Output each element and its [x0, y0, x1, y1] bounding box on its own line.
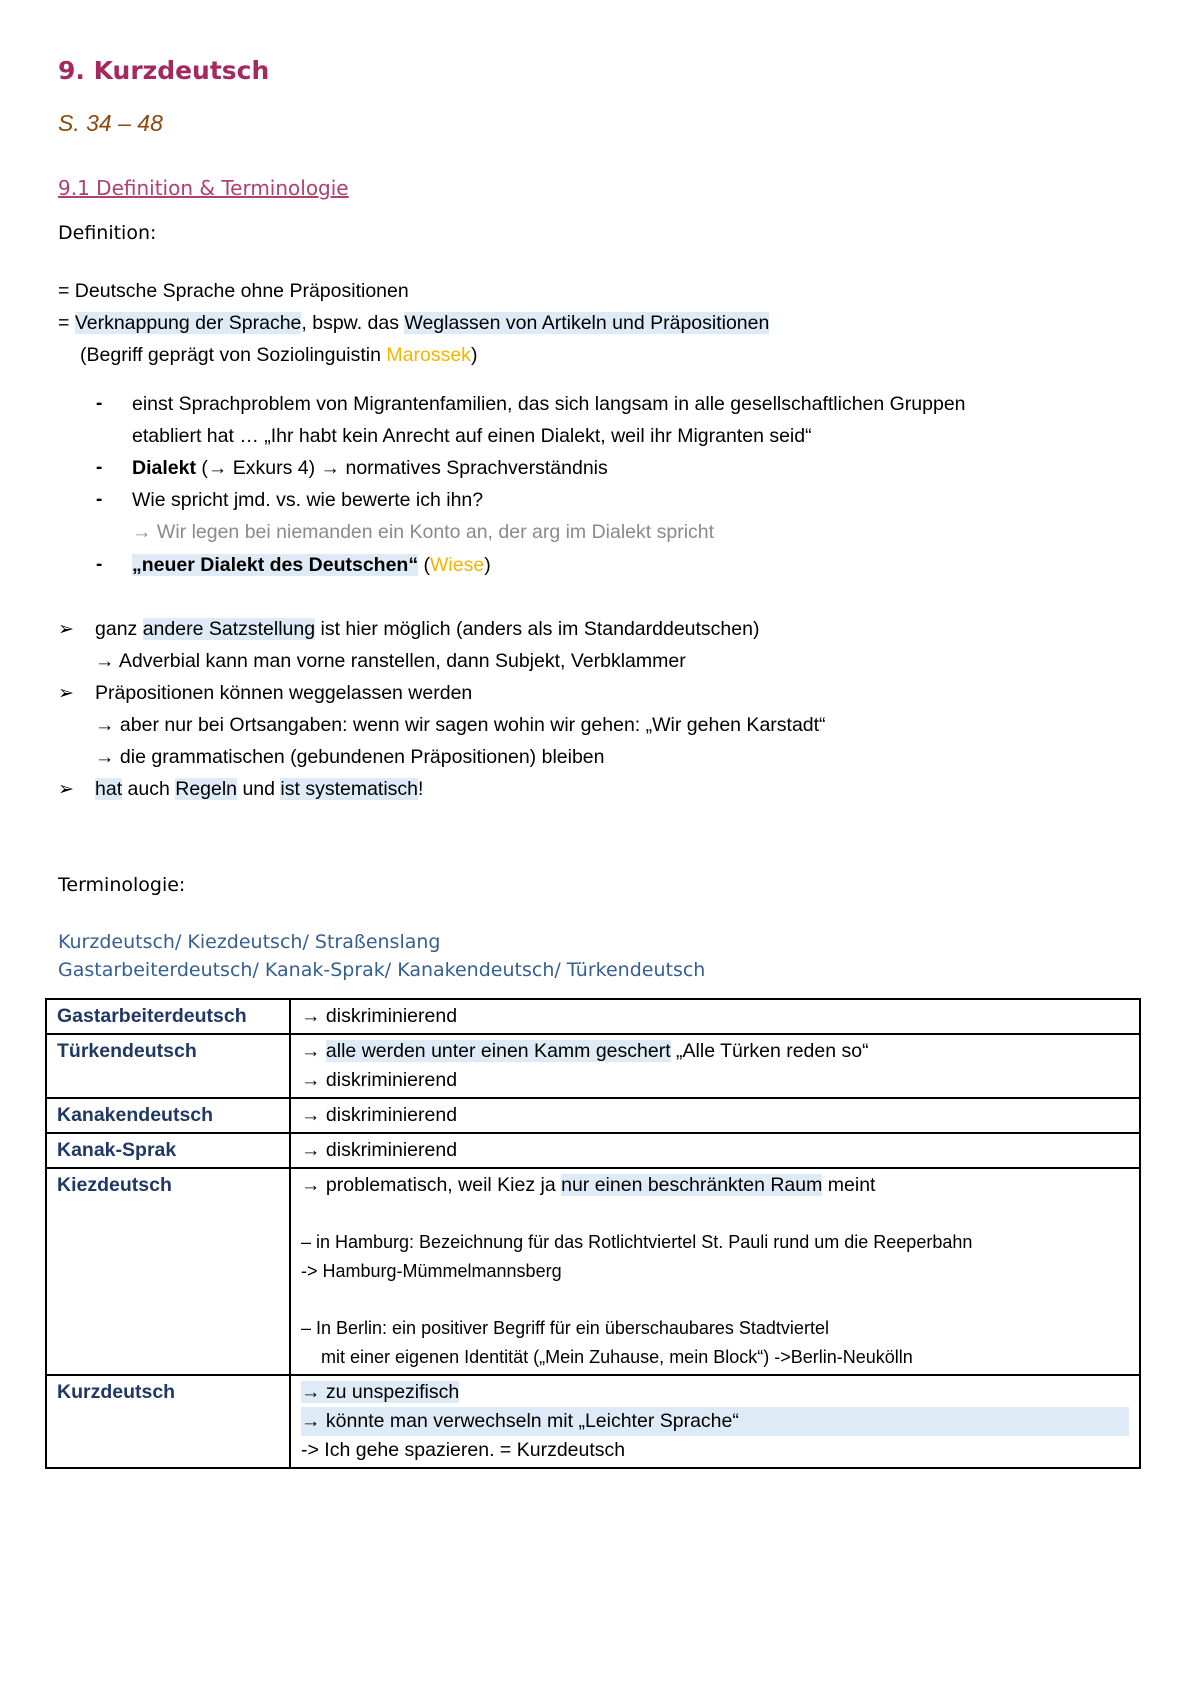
evaluation-cell: → diskriminierend — [290, 1098, 1140, 1133]
arrow-bullet-2: Präpositionen können weggelassen werden — [95, 682, 473, 704]
berlin-sub-line: mit einer eigenen Identität („Mein Zuhause, mein Block“) ->Berlin-Neukölln — [321, 1347, 913, 1367]
table-row — [46, 1034, 1140, 1098]
author-marossek: Marossek — [386, 344, 471, 366]
dialekt-term: Dialekt — [132, 457, 196, 479]
highlight-kamm: alle werden unter einen Kamm geschert — [325, 1040, 671, 1062]
author-wiese: Wiese — [430, 554, 485, 576]
arrow-bullet-3 — [95, 778, 423, 801]
arrow-bullet-icon: ➢ — [58, 619, 74, 640]
highlight-neuer-dialekt: „neuer Dialekt des Deutschen“ — [132, 554, 419, 576]
evaluation-cell — [290, 1168, 1140, 1375]
arrow-bullet-icon: ➢ — [58, 779, 74, 800]
term-cell: Türkendeutsch — [46, 1034, 290, 1098]
highlight-hat: hat — [95, 778, 123, 800]
definition-line-1: = Deutsche Sprache ohne Präpositionen — [58, 280, 409, 302]
dash-bullet-4: - — [96, 554, 103, 575]
bullet-2-rest: (→ Exkurs 4) → normatives Sprachverständnis — [195, 457, 608, 479]
arrow-bullet-2-sub-2: → die grammatischen (gebundenen Präpositionen) bleiben — [95, 746, 605, 768]
bullet-4-paren-open: ( — [418, 554, 431, 576]
definition-line-2 — [58, 312, 769, 335]
arrow-bullet-2-sub-1: → aber nur bei Ortsangaben: wenn wir sagen wohin wir gehen: „Wir gehen Karstadt“ — [95, 714, 826, 736]
example-line: -> Ich gehe spazieren. = Kurzdeutsch — [301, 1439, 626, 1461]
kiez-pre: → problematisch, weil Kiez ja — [301, 1174, 562, 1196]
highlight-systematisch: ist systematisch — [280, 778, 419, 800]
term-cell: Kanakendeutsch — [46, 1098, 290, 1133]
bullet-2 — [132, 457, 608, 480]
table-row — [46, 1098, 1140, 1133]
section-heading: 9.1 Definition & Terminologie — [58, 176, 349, 200]
terminology-line-2: Gastarbeiterdeutsch/ Kanak-Sprak/ Kanakendeutsch/ Türkendeutsch — [58, 959, 706, 981]
highlight-leichte-sprache: → könnte man verwechseln mit „Leichter Sprache“ — [301, 1407, 1129, 1436]
dash-bullet-3: - — [96, 489, 103, 510]
definition-label: Definition: — [58, 222, 157, 244]
terminology-table — [45, 998, 1141, 1469]
highlight-verknappung: Verknappung der Sprache — [74, 312, 302, 334]
quote-text: „Alle Türken reden so“ — [670, 1040, 869, 1062]
paren-close: ) — [470, 344, 478, 366]
bullet-1-line-1: einst Sprachproblem von Migrantenfamilien, das sich langsam in alle gesellschaftlichen Gruppen — [132, 393, 966, 415]
page-range: S. 34 – 48 — [58, 110, 163, 136]
highlight-satzstellung: andere Satzstellung — [142, 618, 316, 640]
terminology-label: Terminologie: — [58, 874, 186, 896]
highlight-regeln: Regeln — [175, 778, 238, 800]
def-prefix: = — [58, 312, 75, 334]
def-mid: , bspw. das — [301, 312, 405, 334]
table-row — [46, 999, 1140, 1034]
term-cell: Kurzdeutsch — [46, 1375, 290, 1468]
evaluation-cell: → diskriminierend — [290, 1133, 1140, 1168]
hamburg-line: – in Hamburg: Bezeichnung für das Rotlichtviertel St. Pauli rund um die Reeperbahn — [301, 1232, 973, 1252]
arrow-bullet-1 — [95, 618, 759, 641]
a1-pre: ganz — [95, 618, 143, 640]
highlight-weglassen: Weglassen von Artikeln und Präpositionen — [404, 312, 770, 334]
definition-line-3 — [80, 344, 477, 367]
table-row — [46, 1133, 1140, 1168]
arrow-bullet-icon: ➢ — [58, 683, 74, 704]
bullet-3-line-1: Wie spricht jmd. vs. wie bewerte ich ihn? — [132, 489, 484, 511]
evaluation-cell — [290, 1375, 1140, 1468]
hamburg-sub-line: -> Hamburg-Mümmelmannsberg — [301, 1261, 562, 1281]
a1-post: ist hier möglich (anders als im Standarddeutschen) — [315, 618, 760, 640]
term-cell: Kanak-Sprak — [46, 1133, 290, 1168]
table-row — [46, 1168, 1140, 1375]
table-row — [46, 1375, 1140, 1468]
a3-post: ! — [418, 778, 424, 800]
a3-mid: auch — [122, 778, 176, 800]
bullet-1-line-2: etabliert hat … „Ihr habt kein Anrecht auf einen Dialekt, weil ihr Migranten seid“ — [132, 425, 812, 447]
dash-bullet-1: - — [96, 393, 103, 414]
term-cell: Gastarbeiterdeutsch — [46, 999, 290, 1034]
a3-mid2: und — [237, 778, 281, 800]
coined-by-text: (Begriff geprägt von Soziolinguistin — [80, 344, 387, 366]
terminology-line-1: Kurzdeutsch/ Kiezdeutsch/ Straßenslang — [58, 931, 441, 953]
term-cell: Kiezdeutsch — [46, 1168, 290, 1375]
evaluation-cell: → diskriminierend — [290, 999, 1140, 1034]
highlight-unspezifisch: → zu unspezifisch — [301, 1381, 460, 1403]
bullet-3-line-2: → Wir legen bei niemanden ein Konto an, der arg im Dialekt spricht — [132, 521, 715, 543]
berlin-line: – In Berlin: ein positiver Begriff für ein überschaubares Stadtviertel — [301, 1318, 829, 1338]
dash-bullet-2: - — [96, 457, 103, 478]
arrow-text: → — [301, 1040, 326, 1062]
evaluation-cell — [290, 1034, 1140, 1098]
bullet-4-paren-close: ) — [484, 554, 491, 576]
arrow-bullet-1-sub: → Adverbial kann man vorne ranstellen, dann Subjekt, Verbklammer — [95, 650, 686, 672]
kiez-post: meint — [822, 1174, 876, 1196]
evaluation-line: → diskriminierend — [301, 1069, 458, 1091]
page-title: 9. Kurzdeutsch — [58, 56, 270, 85]
highlight-raum: nur einen beschränkten Raum — [561, 1174, 823, 1196]
bullet-4 — [132, 554, 491, 577]
